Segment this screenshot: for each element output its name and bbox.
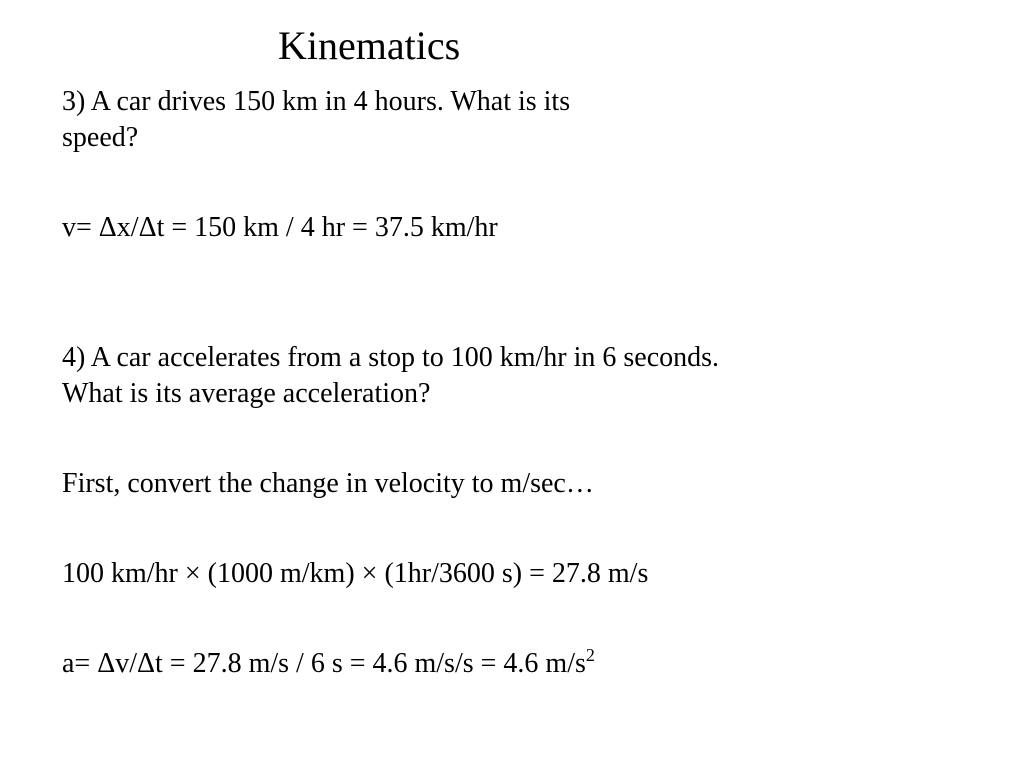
problem-3-question-line-1: 3) A car drives 150 km in 4 hours. What is its [62, 86, 571, 117]
problem-3-question-line-2: speed? [62, 122, 139, 153]
acceleration-equation: a= Δv/Δt = 27.8 m/s / 6 s = 4.6 m/s/s = 4.6 m/s [62, 648, 586, 679]
problem-3-solution: v= Δx/Δt = 150 km / 4 hr = 37.5 km/hr [62, 212, 498, 243]
problem-4-question-line-1: 4) A car accelerates from a stop to 100 km/hr in 6 seconds. [62, 342, 720, 373]
problem-4-step-acceleration [62, 646, 595, 682]
problem-4-question-line-2: What is its average acceleration? [62, 378, 431, 409]
problem-4-step-conversion: 100 km/hr × (1000 m/km) × (1hr/3600 s) = 27.8 m/s [62, 558, 649, 589]
slide-title: Kinematics [278, 23, 461, 68]
problem-4-step-convert: First, convert the change in velocity to m/sec… [62, 468, 594, 499]
exponent-superscript: 2 [585, 645, 595, 665]
